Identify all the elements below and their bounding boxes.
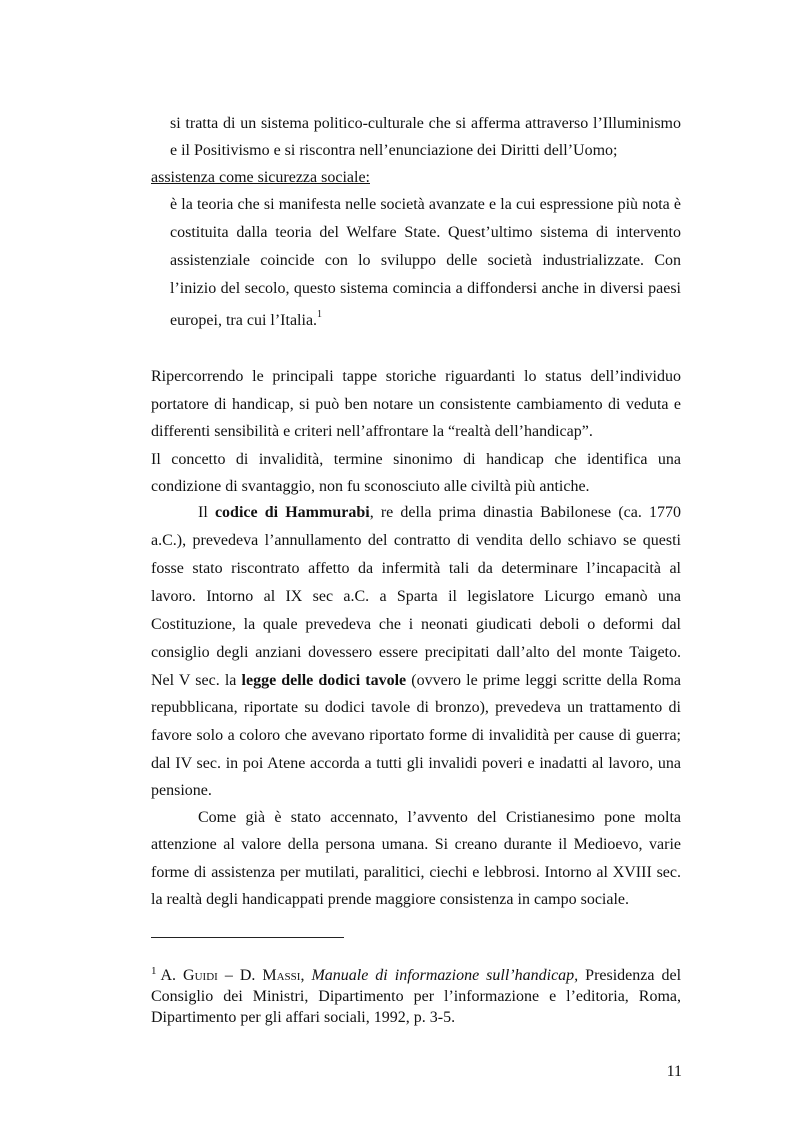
text-line: Costituzione, la quale prevedeva che i neonati giudicati deboli o deformi dal (151, 616, 681, 633)
text-line: Il concetto di invalidità, termine sinonimo di handicap che identifica una (151, 451, 681, 468)
text-line: assistenziale coincide con lo sviluppo delle società industrializzate. Con (170, 252, 681, 269)
section-heading: assistenza come sicurezza sociale: (151, 169, 370, 186)
text-line: portatore di handicap, si può ben notare un consistente cambiamento di veduta e (151, 396, 681, 413)
page-number: 11 (666, 1063, 682, 1080)
text-line: è la teoria che si manifesta nelle società avanzate e la cui espressione più nota è (170, 196, 681, 213)
text-line: la realtà degli handicappati prende maggiore consistenza in campo sociale. (151, 891, 630, 908)
text-line: pensione. (151, 782, 212, 799)
text-line: forme di assistenza per mutilati, paralitici, ciechi e lebbrosi. Intorno al XVIII sec. (151, 864, 681, 881)
text-line: l’inizio del secolo, questo sistema comincia a diffondersi anche in diversi paesi (170, 280, 681, 297)
bold-term: legge delle dodici tavole (241, 672, 407, 689)
footnote-line: $^1$ A. Guidi – D. Massi, Manuale di informazione sull’handicap, Presidenza del (151, 965, 682, 984)
footnote-mark: 1 (151, 965, 157, 977)
text-line: costituita dalla teoria del Welfare State. Quest’ultimo sistema di intervento (170, 224, 681, 241)
text-line: consiglio degli anziani dovessero essere precipitati dall’alto del monte Taigeto. (151, 644, 681, 661)
footnote-line: Dipartimento per gli affari sociali, 1992, p. 3-5. (151, 1009, 456, 1026)
footnote-line: Consiglio dei Ministri, Dipartimento per l’informazione e l’editoria, Roma, (151, 988, 681, 1005)
text-line: condizione di svantaggio, non fu sconosciuto alle civiltà più antiche. (151, 478, 590, 495)
text-line: Il codice di Hammurabi, re della prima dinastia Babilonese (ca. 1770 (198, 504, 682, 521)
bold-term: codice di Hammurabi (214, 504, 370, 521)
text-line: repubblicana, riportate su dodici tavole di bronzo), prevedeva un trattamento di (151, 699, 681, 716)
text-line: europei, tra cui l’Italia.$^1$ (170, 309, 323, 329)
text-line: Ripercorrendo le principali tappe storiche riguardanti lo status dell’individuo (151, 368, 681, 385)
footnote-title: Manuale di informazione sull’handicap, (311, 967, 579, 984)
text-line: attenzione al valore della persona umana. Si creano durante il Medioevo, varie (151, 836, 681, 853)
footnote-reference: 1 (317, 309, 323, 320)
text-line: favore solo a coloro che avevano riportato forme di invalidità per cause di guerra; (151, 727, 681, 744)
text-line: differenti sensibilità e criteri nell’affrontare la “realtà dell’handicap”. (151, 423, 593, 440)
text-line: si tratta di un sistema politico-culturale che si afferma attraverso l’Illuminismo (170, 115, 681, 132)
text-line: a.C.), prevedeva l’annullamento del contratto di vendita dello schiavo se questi (151, 532, 681, 549)
text-line: e il Positivismo e si riscontra nell’enunciazione dei Diritti dell’Uomo; (170, 142, 618, 159)
text-line: fosse stato riscontrato affetto da infermità tali da determinare l’incapacità al (151, 560, 681, 577)
footnote-divider (151, 937, 344, 938)
text-line: dal IV sec. in poi Atene accorda a tutti gli invalidi poveri e inadatti al lavoro, una (151, 755, 681, 772)
text-line: lavoro. Intorno al IX sec a.C. a Sparta il legislatore Licurgo emanò una (151, 588, 681, 605)
text-line: Come già è stato accennato, l’avvento del Cristianesimo pone molta (198, 809, 681, 826)
text-line: Nel V sec. la legge delle dodici tavole (ovvero le prime leggi scritte della Roma (151, 672, 681, 689)
